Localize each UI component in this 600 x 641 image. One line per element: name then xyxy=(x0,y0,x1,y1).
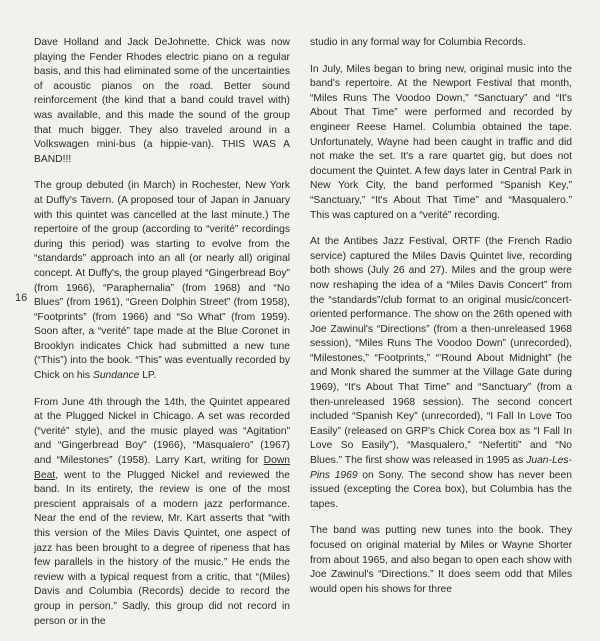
album-title-juan-les-pins: Juan-Les-Pins 1969 xyxy=(310,455,572,481)
paragraph-debut-rochester xyxy=(34,179,290,383)
paragraph-text: LP. xyxy=(139,370,157,382)
paragraph-new-tunes: The band was putting new tunes into the book. They focused on original material by Miles or Wayne Shorter from about 1965, and also began to open each show with Joe Zawinul's “Directions.” It does seem odd that Miles would open his shows for three xyxy=(310,525,572,595)
paragraph-plugged-nickel xyxy=(34,396,290,630)
paragraph-newport: In July, Miles began to bring new, original music into the band's repertoire. At the Newport Festival that month, “Miles Runs The Voodoo Down,” “Sanctuary” and “It's About That Time” were performed and recorded by engineer Reese Hamel. Columbia obtained the tape. Unfortunately, Wayne had been caught in traffic and did not make the set. It's a rare quartet gig, but does not document the Quintet. A few days later in Central Park in New York City, the band performed “Spanish Key,” “Sanctuary,” “It's About That Time” and “Masqualero.” This was captured on a “verité” recording. xyxy=(310,63,572,221)
left-column xyxy=(34,36,290,641)
paragraph-antibes xyxy=(310,235,572,512)
paragraph-text: At the Antibes Jazz Festival, ORTF (the French Radio service) captured the Miles Davis Quintet live, recording both shows (July 26 and 27). Miles and the group were now reshaping the idea of a “Miles Davis Concert” from the “standards”/club format to an original music/concert-oriented performance. The show on the 26th opened with Joe Zawinul's “Directions” (from a then-unreleased 1968 session), “Miles Runs The Voodoo Down” (unrecorded), “Milestones,” “Footprints,” “’Round About Midnight” (he and Monk shared the summer at the Village Gate during 1969), “It's About That Time” and “Sanctuary” (from a then-unreleased 1968 session). The second concert included “Spanish Key” (unrecorded), “I Fall In Love Too Easily” (released on GRP's Chick Corea box as “I Fall In Love So Easily”), “Masqualero,” “Nefertiti” and “No Blues.” The first show was released in 1995 as xyxy=(310,236,572,467)
publication-down-beat: Down Beat xyxy=(34,455,290,481)
paragraph-continuation: studio in any formal way for Columbia Records. xyxy=(310,37,526,48)
paragraph-text: From June 4th through the 14th, the Quintet appeared at the Plugged Nickel in Chicago. A set was recorded (“verité” style), and the music played was “Agitation” and “Gingerbread Boy” (1966), “Masqualero” (1967) and “Milestones” (1958). Larry Kart, writing for xyxy=(34,396,290,467)
page-number: 16 xyxy=(15,292,28,304)
right-column xyxy=(310,36,572,609)
album-title-sundance: Sundance xyxy=(92,370,140,382)
paragraph-text: on Sony. The second show has never been issued (excepting the Corea box), but Columbia has the tapes. xyxy=(310,469,572,510)
paragraph-band-intro: Dave Holland and Jack DeJohnette. Chick was now playing the Fender Rhodes electric piano on a regular basis, and this had eliminated some of the uncertainties of acoustic pianos on the road. Better sound reinforcement (the kind that a band could travel with) was available, and this made the sound of the group that much bigger. They also traveled around in a Volkswagen mini-bus (a hippie-van). THIS WAS A BAND!!! xyxy=(34,37,290,165)
paragraph-text: The group debuted (in March) in Rochester, New York at Duffy's Tavern. (A proposed tour of Japan in January with this quintet was cancelled at the last minute.) The repertoire of the group (according to “verité” recordings during this period) was starting to evolve from the “standards” approach into an all (or nearly all) original concept. At Duffy's, the group played “Gingerbread Boy” (from 1966), “Paraphernalia” (from 1968) and “No Blues” (from 1961), “Green Dolphin Street” (from 1958), “Footprints” (from 1966) and “So What” (from 1959). Soon after, a “verité” tape made at the Blue Coronet in Brooklyn indicates Chick had submitted a new tune (“This”) into the book. “This” was eventually recorded by Chick on his xyxy=(34,180,290,382)
paragraph-text: , went to the Plugged Nickel and reviewed the band. In its entirety, the review is one of the most prescient appraisals of a modern jazz performance. Near the end of the review, Mr. Kart asserts that “with this version of the Miles Davis Quintet, one aspect of jazz has been brought to a degree of ripeness that has few parallels in the history of the music.” He ends the review with a typical request from a critic, that “(Miles) Davis and Columbia (Records) decide to record the group in person.” Sadly, this group did not record in person or in the xyxy=(34,469,290,627)
